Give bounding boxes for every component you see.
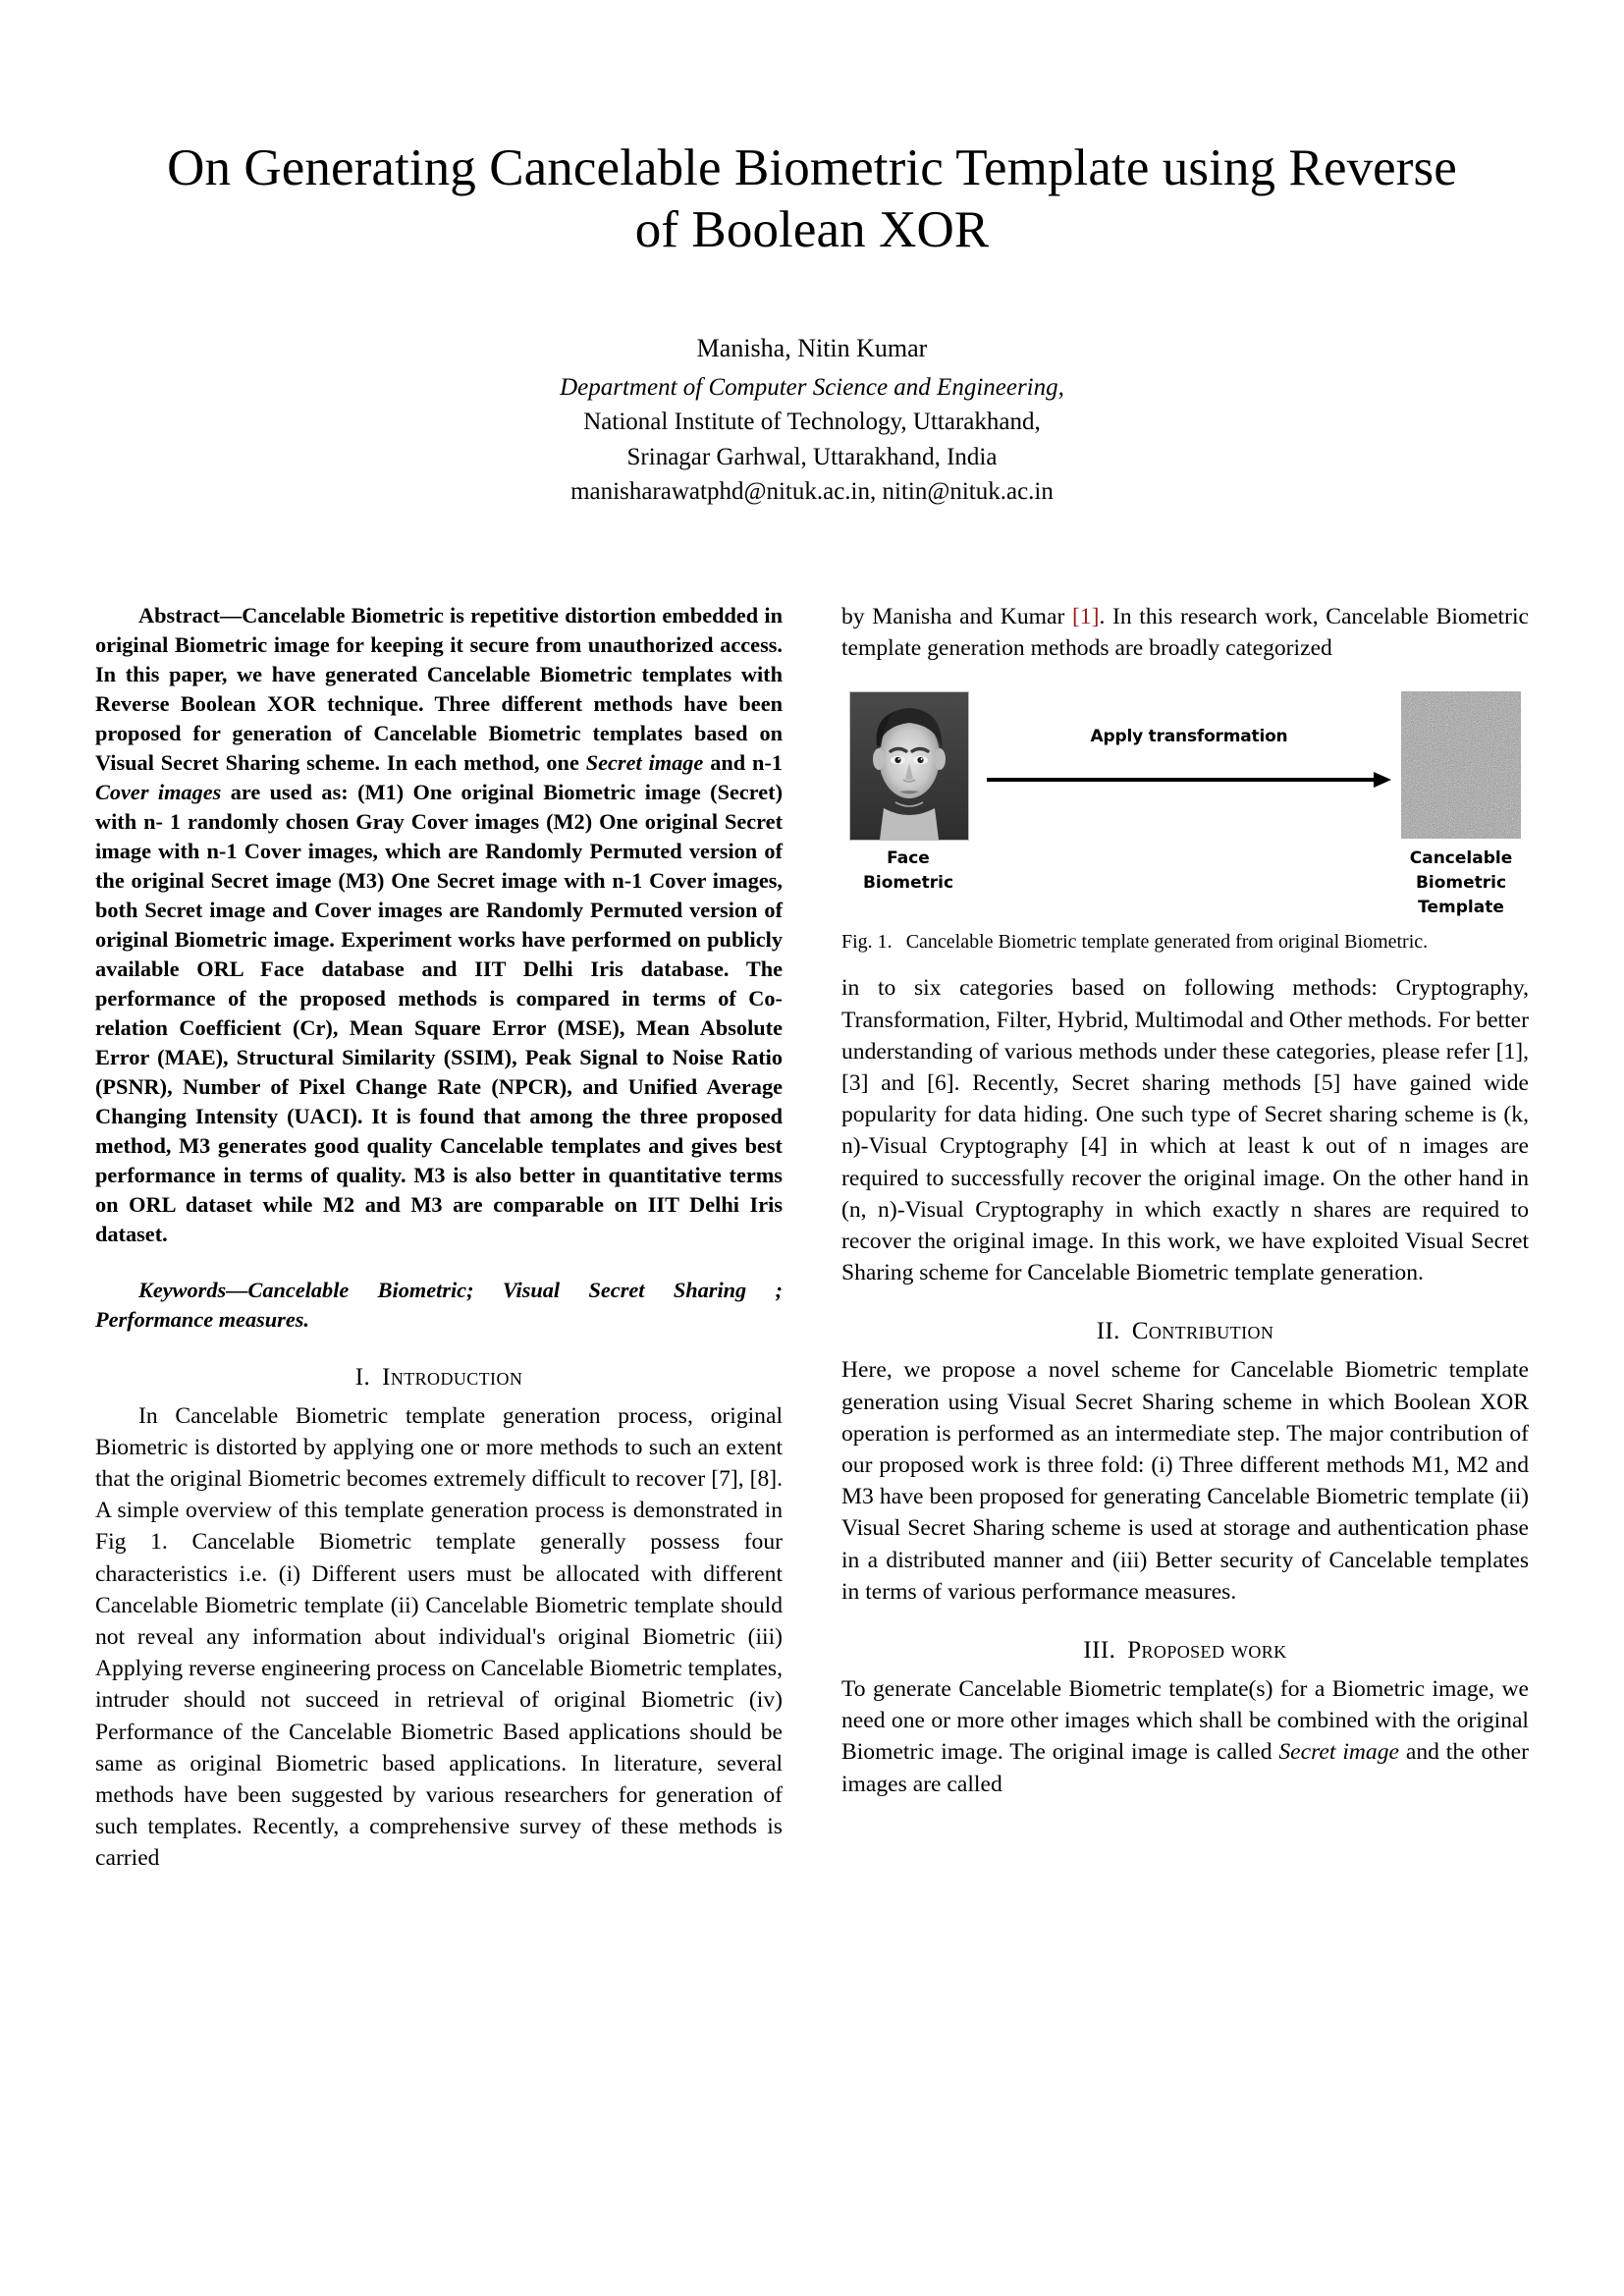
intro-cont-part-b: . In this research work, Cancelable Biometric template generation methods are broadly categorized xyxy=(841,604,1529,662)
keywords-text: Cancelable Biometric; Visual Secret Sharing ; Performance measures. xyxy=(95,1277,783,1332)
citation-link-1[interactable]: [1] xyxy=(1071,604,1100,629)
face-photo-svg xyxy=(850,692,968,840)
abstract-italic-secret-image: Secret image xyxy=(585,749,704,775)
abstract-italic-cover-images: Cover images xyxy=(95,779,222,804)
figure-1-canvas xyxy=(841,689,1529,915)
keywords-paragraph xyxy=(95,1276,783,1335)
proposed-work-paragraph xyxy=(841,1673,1529,1800)
figure-label-right xyxy=(1395,847,1527,919)
arrow-label: Apply transformation xyxy=(1090,727,1288,747)
section-numeral-introduction: I. xyxy=(354,1363,371,1391)
figure-label-right-line-1: Cancelable xyxy=(1409,848,1513,869)
abstract-paragraph xyxy=(95,601,783,1249)
section-heading-proposed-work xyxy=(841,1637,1529,1665)
abstract-part-1: Cancelable Biometric is repetitive distortion embedded in original Biometric image for keeping it secure from unauthorized access. In this paper, we have generated Cancelable Biometric templates with Reverse Boolean XOR technique. Three different methods have been proposed for generation of Cancelable Biometric templates based on Visual Secret Sharing scheme. In each method, one xyxy=(95,603,783,775)
affiliation-address: Srinagar Garhwal, Uttarakhand, India xyxy=(626,443,998,470)
section-heading-introduction xyxy=(95,1364,783,1392)
introduction-paragraph-1: In Cancelable Biometric template generation process, original Biometric is distorted by applying one or more methods to such an extent that the original Biometric becomes extremely difficult to recover [7], [8]. A simple overview of this template generation process is demonstrated in Fig 1. Cancelable Biometric template generally possess four characteristics i.e. (i) Different users must be allocated with different Cancelable Biometric template (ii) Cancelable Biometric template should not reveal any information about individual's original Biometric (iii) Applying reverse engineering process on Cancelable Biometric templates, intruder should not succeed in retrieval of original Biometric (iv) Performance of the Cancelable Biometric Based applications should be same as original Biometric based applications. In literature, several methods have been suggested by various researchers for generation of such templates. Recently, a comprehensive survey of these methods is carried xyxy=(95,1402,783,1872)
proposed-part-2: and the other images are called xyxy=(841,1739,1529,1797)
keywords-label: Keywords— xyxy=(138,1277,248,1302)
transformation-arrow xyxy=(987,772,1391,788)
abstract-part-3: are used as: (M1) One original Biometric image (Secret) with n- 1 randomly chosen Gray Cover images (M2) One original Secret image with n-1 Cover images, which are Randomly Permuted version of the original Secret image (M3) One Secret image with n-1 Cover images, both Secret image and Cover images are Randomly Permuted version of original Biometric image. Experiment works have performed on publicly available ORL Face database and IIT Delhi Iris database. The performance of the proposed methods is compared in terms of Co-relation Coefficient (Cr), Mean Square Error (MSE), Mean Absolute Error (MAE), Structural Similarity (SSIM), Peak Signal to Noise Ratio (PSNR), Number of Pixel Change Rate (NPCR), and Unified Average Changing Intensity (UACI). It is found that among the three proposed method, M3 generates good quality Cancelable templates and gives best performance in terms of quality. M3 is also better in quantitative terms on ORL dataset while M2 and M3 are comparable on IIT Delhi Iris dataset. xyxy=(95,779,783,1246)
section-title-contribution: Contribution xyxy=(1131,1318,1274,1345)
cancelable-template-image xyxy=(1401,691,1521,839)
contribution-paragraph: Here, we propose a novel scheme for Cancelable Biometric template generation using Visual Secret Sharing scheme in which Boolean XOR operation is performed as an intermediate step. The major contribution of our proposed work is three fold: (i) Three different methods M1, M2 and M3 have been proposed for generating Cancelable Biometric template (ii) Visual Secret Sharing scheme is used at storage and authentication phase in a distributed manner and (iii) Better security of Cancelable templates in terms of various performance measures. xyxy=(841,1357,1529,1605)
section-numeral-proposed-work: III. xyxy=(1083,1637,1116,1665)
title-block xyxy=(0,0,1624,510)
left-column xyxy=(95,601,783,1875)
introduction-paragraph-1-continued xyxy=(841,601,1529,664)
proposed-part-1: To generate Cancelable Biometric template(s) for a Biometric image, we need one or more other images which shall be combined with the original Biometric image. The original image is called xyxy=(841,1676,1529,1766)
abstract-part-2: and n-1 xyxy=(703,749,783,775)
figure-caption-text: Cancelable Biometric template generated from original Biometric. xyxy=(905,931,1429,954)
section-title-introduction: Introduction xyxy=(382,1363,523,1391)
figure-label-left-line-1: Face xyxy=(887,848,930,869)
section-title-proposed-work: Proposed work xyxy=(1127,1637,1287,1665)
section-heading-contribution xyxy=(841,1318,1529,1345)
introduction-paragraph-continued-2: in to six categories based on following methods: Cryptography, Transformation, Filter, Hybrid, Multimodal and Other methods. For better understanding of various methods under these categories, please refer [1], [3] and [6]. Recently, Secret sharing methods [5] have gained wide popularity for data hiding. One such type of Secret sharing scheme is (k, n)-Visual Cryptography [4] in which at least k out of n images are required to successfully recover the original image. On the other hand in (n, n)-Visual Cryptography in which exactly n shares are required to recover the original image. In this work, we have exploited Visual Secret Sharing scheme for Cancelable Biometric template generation. xyxy=(841,975,1529,1286)
figure-label-left xyxy=(849,847,967,895)
figure-label-left-line-2: Biometric xyxy=(862,873,954,894)
arrow-line xyxy=(987,778,1376,782)
author-emails: manisharawatphd@nituk.ac.in, nitin@nituk.ac.in xyxy=(570,478,1054,506)
figure-label-right-line-2: Biometric xyxy=(1415,873,1507,894)
author-names: Manisha, Nitin Kumar xyxy=(696,334,928,363)
noise-texture-svg xyxy=(1401,691,1521,839)
author-block xyxy=(167,331,1457,510)
figure-1 xyxy=(841,689,1529,955)
figure-caption-number: Fig. 1. xyxy=(841,931,893,954)
abstract-label: Abstract— xyxy=(138,603,243,628)
proposed-italic-secret-image: Secret image xyxy=(1278,1739,1399,1766)
figure-1-caption xyxy=(841,929,1529,955)
face-biometric-image xyxy=(849,691,969,841)
affiliation-department: Department of Computer Science and Engineering, xyxy=(560,373,1064,401)
intro-cont-part-a: by Manisha and Kumar xyxy=(841,604,1072,629)
arrow-head xyxy=(1374,772,1391,788)
figure-label-right-line-3: Template xyxy=(1418,897,1504,917)
two-column-body xyxy=(95,601,1529,1875)
section-numeral-contribution: II. xyxy=(1096,1318,1120,1345)
right-column xyxy=(841,601,1529,1875)
page-title: On Generating Cancelable Biometric Template using Reverse of Boolean XOR xyxy=(167,139,1457,258)
affiliation-institute: National Institute of Technology, Uttarakhand, xyxy=(583,409,1041,436)
